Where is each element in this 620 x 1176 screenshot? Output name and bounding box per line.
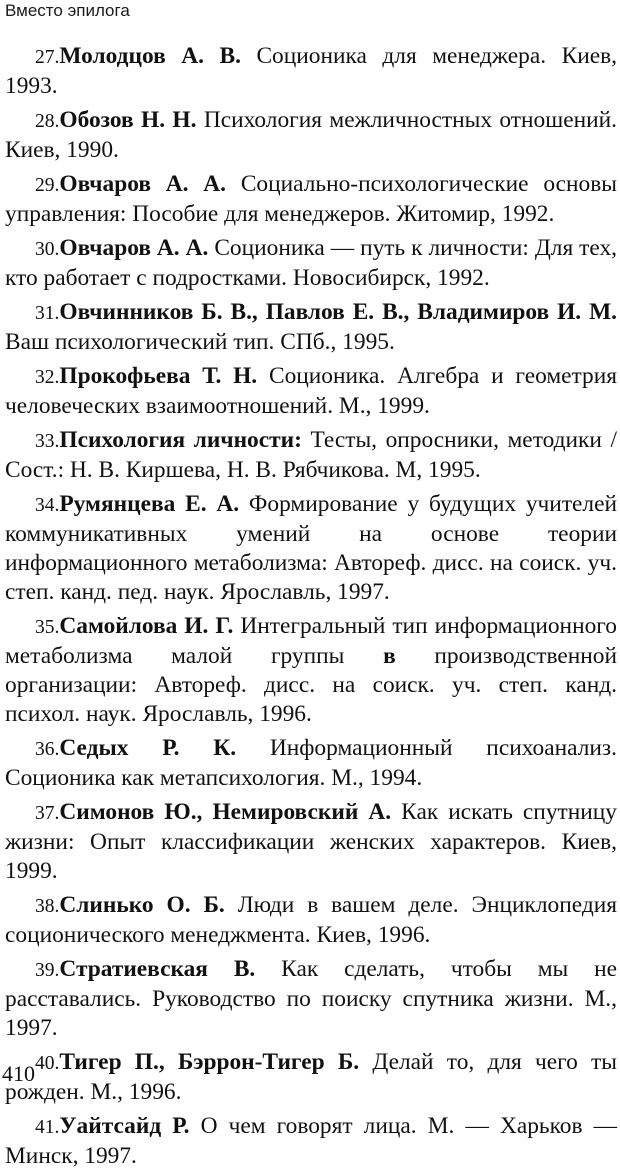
running-head: Вместо эпилога <box>5 1 130 20</box>
reference-author: Овчинников Б. В., Павлов Е. В., Владимиров И. М. <box>59 299 617 325</box>
reference-item <box>5 362 617 421</box>
reference-item <box>5 426 617 485</box>
reference-author: Седых Р. К. <box>59 735 237 761</box>
reference-number: 31. <box>35 303 60 324</box>
reference-item <box>5 955 617 1043</box>
reference-number: 35. <box>35 617 60 638</box>
reference-item <box>5 734 617 793</box>
reference-text: Информационный психоанализ. Соционика как метапсихология. М., 1994. <box>5 735 617 791</box>
reference-text: Люди в вашем деле. Энциклопедия соционического менеджмента. Киев, 1996. <box>5 892 617 948</box>
reference-text: Социально-психологические основы управления: Пособие для менеджеров. Житомир, 1992. <box>5 171 617 227</box>
reference-number: 38. <box>35 896 60 917</box>
reference-author: Симонов Ю., Немировский А. <box>59 799 392 825</box>
reference-number: 39. <box>35 960 60 981</box>
reference-text: О чем говорят лица. М. — Харьков — Минск, 1997. <box>5 1113 617 1169</box>
reference-number: 40. <box>35 1053 60 1074</box>
reference-number: 28. <box>35 111 60 132</box>
reference-text: Соционика для менеджера. Киев, 1993. <box>5 43 617 99</box>
reference-author: Овчаров А. А. <box>59 235 209 261</box>
reference-bold-word: в <box>383 643 396 669</box>
reference-item <box>5 891 617 950</box>
reference-item <box>5 298 617 357</box>
reference-author: Самойлова И. Г. <box>59 613 234 639</box>
reference-number: 30. <box>35 239 60 260</box>
reference-text: Соционика — путь к личности: Для тех, кто работает с подростками. Новосибирск, 1992. <box>5 235 618 291</box>
reference-text: Делай то, для чего ты рожден. М., 1996. <box>5 1049 617 1105</box>
reference-text: Формирование у будущих учителей коммуникативных умений на основе теории информационного метаболизма: Автореф. дисс. на соиск. уч. степ. канд. пед. наук. Ярославль, 1997. <box>5 491 617 605</box>
reference-text: Тесты, опросники, методики / Сост.: Н. В. Киршева, Н. В. Рябчикова. М, 1995. <box>5 427 618 483</box>
reference-text: Как сделать, чтобы мы не расставались. Руководство по поиску спутника жизни. М., 1997. <box>5 956 617 1041</box>
reference-text: Психология межличностных отношений. Киев, 1990. <box>5 107 618 163</box>
reference-text: Интегральный тип информационного метаболизма малой группы <box>5 613 617 669</box>
reference-text: Соционика. Алгебра и геометрия человеческих взаимоотношений. М., 1999. <box>5 363 618 419</box>
reference-author: Румянцева Е. А. <box>59 491 240 517</box>
reference-item <box>5 1112 617 1171</box>
reference-text-continued: производственной организации: Автореф. дисс. на соиск. уч. степ. канд. психол. наук. Ярославль, 1996. <box>5 643 617 727</box>
reference-author: Уайтсайд Р. <box>59 1113 190 1139</box>
reference-author: Стратиевская В. <box>59 956 256 982</box>
reference-item <box>5 106 617 165</box>
reference-item <box>5 1048 617 1107</box>
reference-author: Прокофьева Т. Н. <box>59 363 258 389</box>
reference-author: Тигер П., Бэррон-Тигер Б. <box>59 1049 360 1075</box>
reference-author: Овчаров А. А. <box>59 171 227 197</box>
reference-item <box>5 234 617 293</box>
reference-item <box>5 798 617 886</box>
reference-number: 36. <box>35 739 60 760</box>
page-number: 410 <box>2 1061 35 1086</box>
reference-list <box>5 42 617 1176</box>
reference-author: Молодцов А. В. <box>59 43 241 69</box>
reference-author: Обозов Н. Н. <box>59 107 197 133</box>
reference-number: 27. <box>35 47 60 68</box>
reference-item <box>5 612 617 729</box>
reference-author: Психология личности: <box>59 427 302 453</box>
reference-number: 32. <box>35 367 60 388</box>
reference-number: 34. <box>35 495 60 516</box>
reference-text: Как искать спутницу жизни: Опыт классификации женских характеров. Киев, 1999. <box>5 799 617 884</box>
reference-author: Слинько О. Б. <box>59 892 225 918</box>
reference-item <box>5 490 617 607</box>
reference-item <box>5 42 617 101</box>
reference-number: 29. <box>35 175 60 196</box>
reference-number: 41. <box>35 1117 60 1138</box>
reference-number: 37. <box>35 803 60 824</box>
reference-item <box>5 170 617 229</box>
reference-text: Ваш психологический тип. СПб., 1995. <box>5 329 395 355</box>
reference-number: 33. <box>35 431 60 452</box>
